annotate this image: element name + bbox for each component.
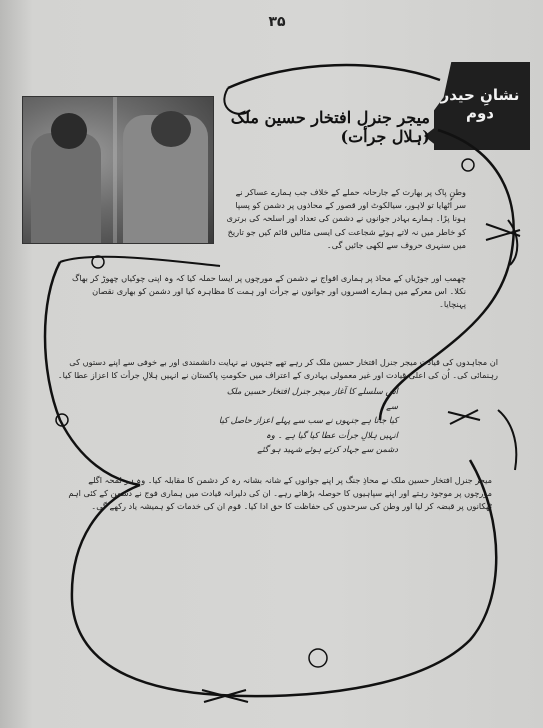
verse-line: انہیں ہلالِ جرأت عطا کیا گیا ہے ۔ وہ [266,429,398,440]
article-paragraph-1: وطنِ پاک پر بھارت کے جارحانہ حملے کے خلاف جب ہمارے عساکر نے سر اُٹھایا تو لاہور، سیالکوٹ اور قصور کے محاذوں پر دشمن کو پسپا ہونا پڑا۔ ہمارے بہادر جوانوں نے دشمن کی تعداد اور اسلحہ کی برتری کو خاطر میں نہ لاتے ہوئے شجاعت کی ایسی مثالیں قائم کیں جو تاریخ میں سنہری حروف سے لکھی جائیں گی۔ [226,187,466,250]
article-paragraph-3: ان مجاہدوں کی قیادت میجر جنرل افتخار حسین ملک کر رہے تھے جنہوں نے نہایت دانشمندی اور بے خوفی سے اپنے دستوں کی رہنمائی کی۔ اُن کی اعلیٰ قیادت اور غیر معمولی بہادری کے اعتراف میں حکومتِ پاکستان نے انہیں ہلالِ جرأت کا اعزاز عطا کیا۔ [57,357,498,381]
article-title: میجر جنرل افتخار حسین ملک (ہلال جرأت) [230,108,430,146]
verse-line: اس سلسلے کا آغاز میجر جنرل افتخار حسین ملک سے [226,386,398,411]
verse-line: کیا جاتا ہے جنہوں نے سب سے پہلے اعزاز حاصل کیا [218,415,398,425]
verse-block [218,384,398,457]
article-paragraph-2: چھمب اور جوڑیاں کے محاذ پر ہماری افواج نے دشمن کے مورچوں پر ایسا حملہ کیا کہ وہ اپنی چوکیاں چھوڑ کر بھاگ نکلا۔ اس معرکے میں ہمارے افسروں اور جوانوں نے جرأت اور ہمت کا مظاہرہ کیا اور دشمن کو بھاری نقصان پہنچایا۔ [72,273,466,310]
verse-line: دشمن سے جہاد کرتے ہوئے شہید ہو گئے [257,444,398,454]
article-paragraph-4: میجر جنرل افتخار حسین ملک نے محاذِ جنگ پر اپنے جوانوں کے شانہ بشانہ رہ کر دشمن کا مقابلہ کیا۔ وہ ہر لمحہ اگلے مورچوں پر موجود رہتے اور اپنے سپاہیوں کا حوصلہ بڑھاتے رہے۔ ان کی دلیرانہ قیادت میں ہماری فوج نے دشمن کے کئی اہم ٹھکانوں پر قبضہ کر لیا اور وطن کی سرحدوں کی حفاظت کا حق ادا کیا۔ قوم ان کی خدمات کو ہمیشہ یاد رکھے گی۔ [68,475,492,512]
section-badge-label: نشانِ حیدر دوم [440,86,520,122]
page-number: ۳۵ [268,14,286,30]
